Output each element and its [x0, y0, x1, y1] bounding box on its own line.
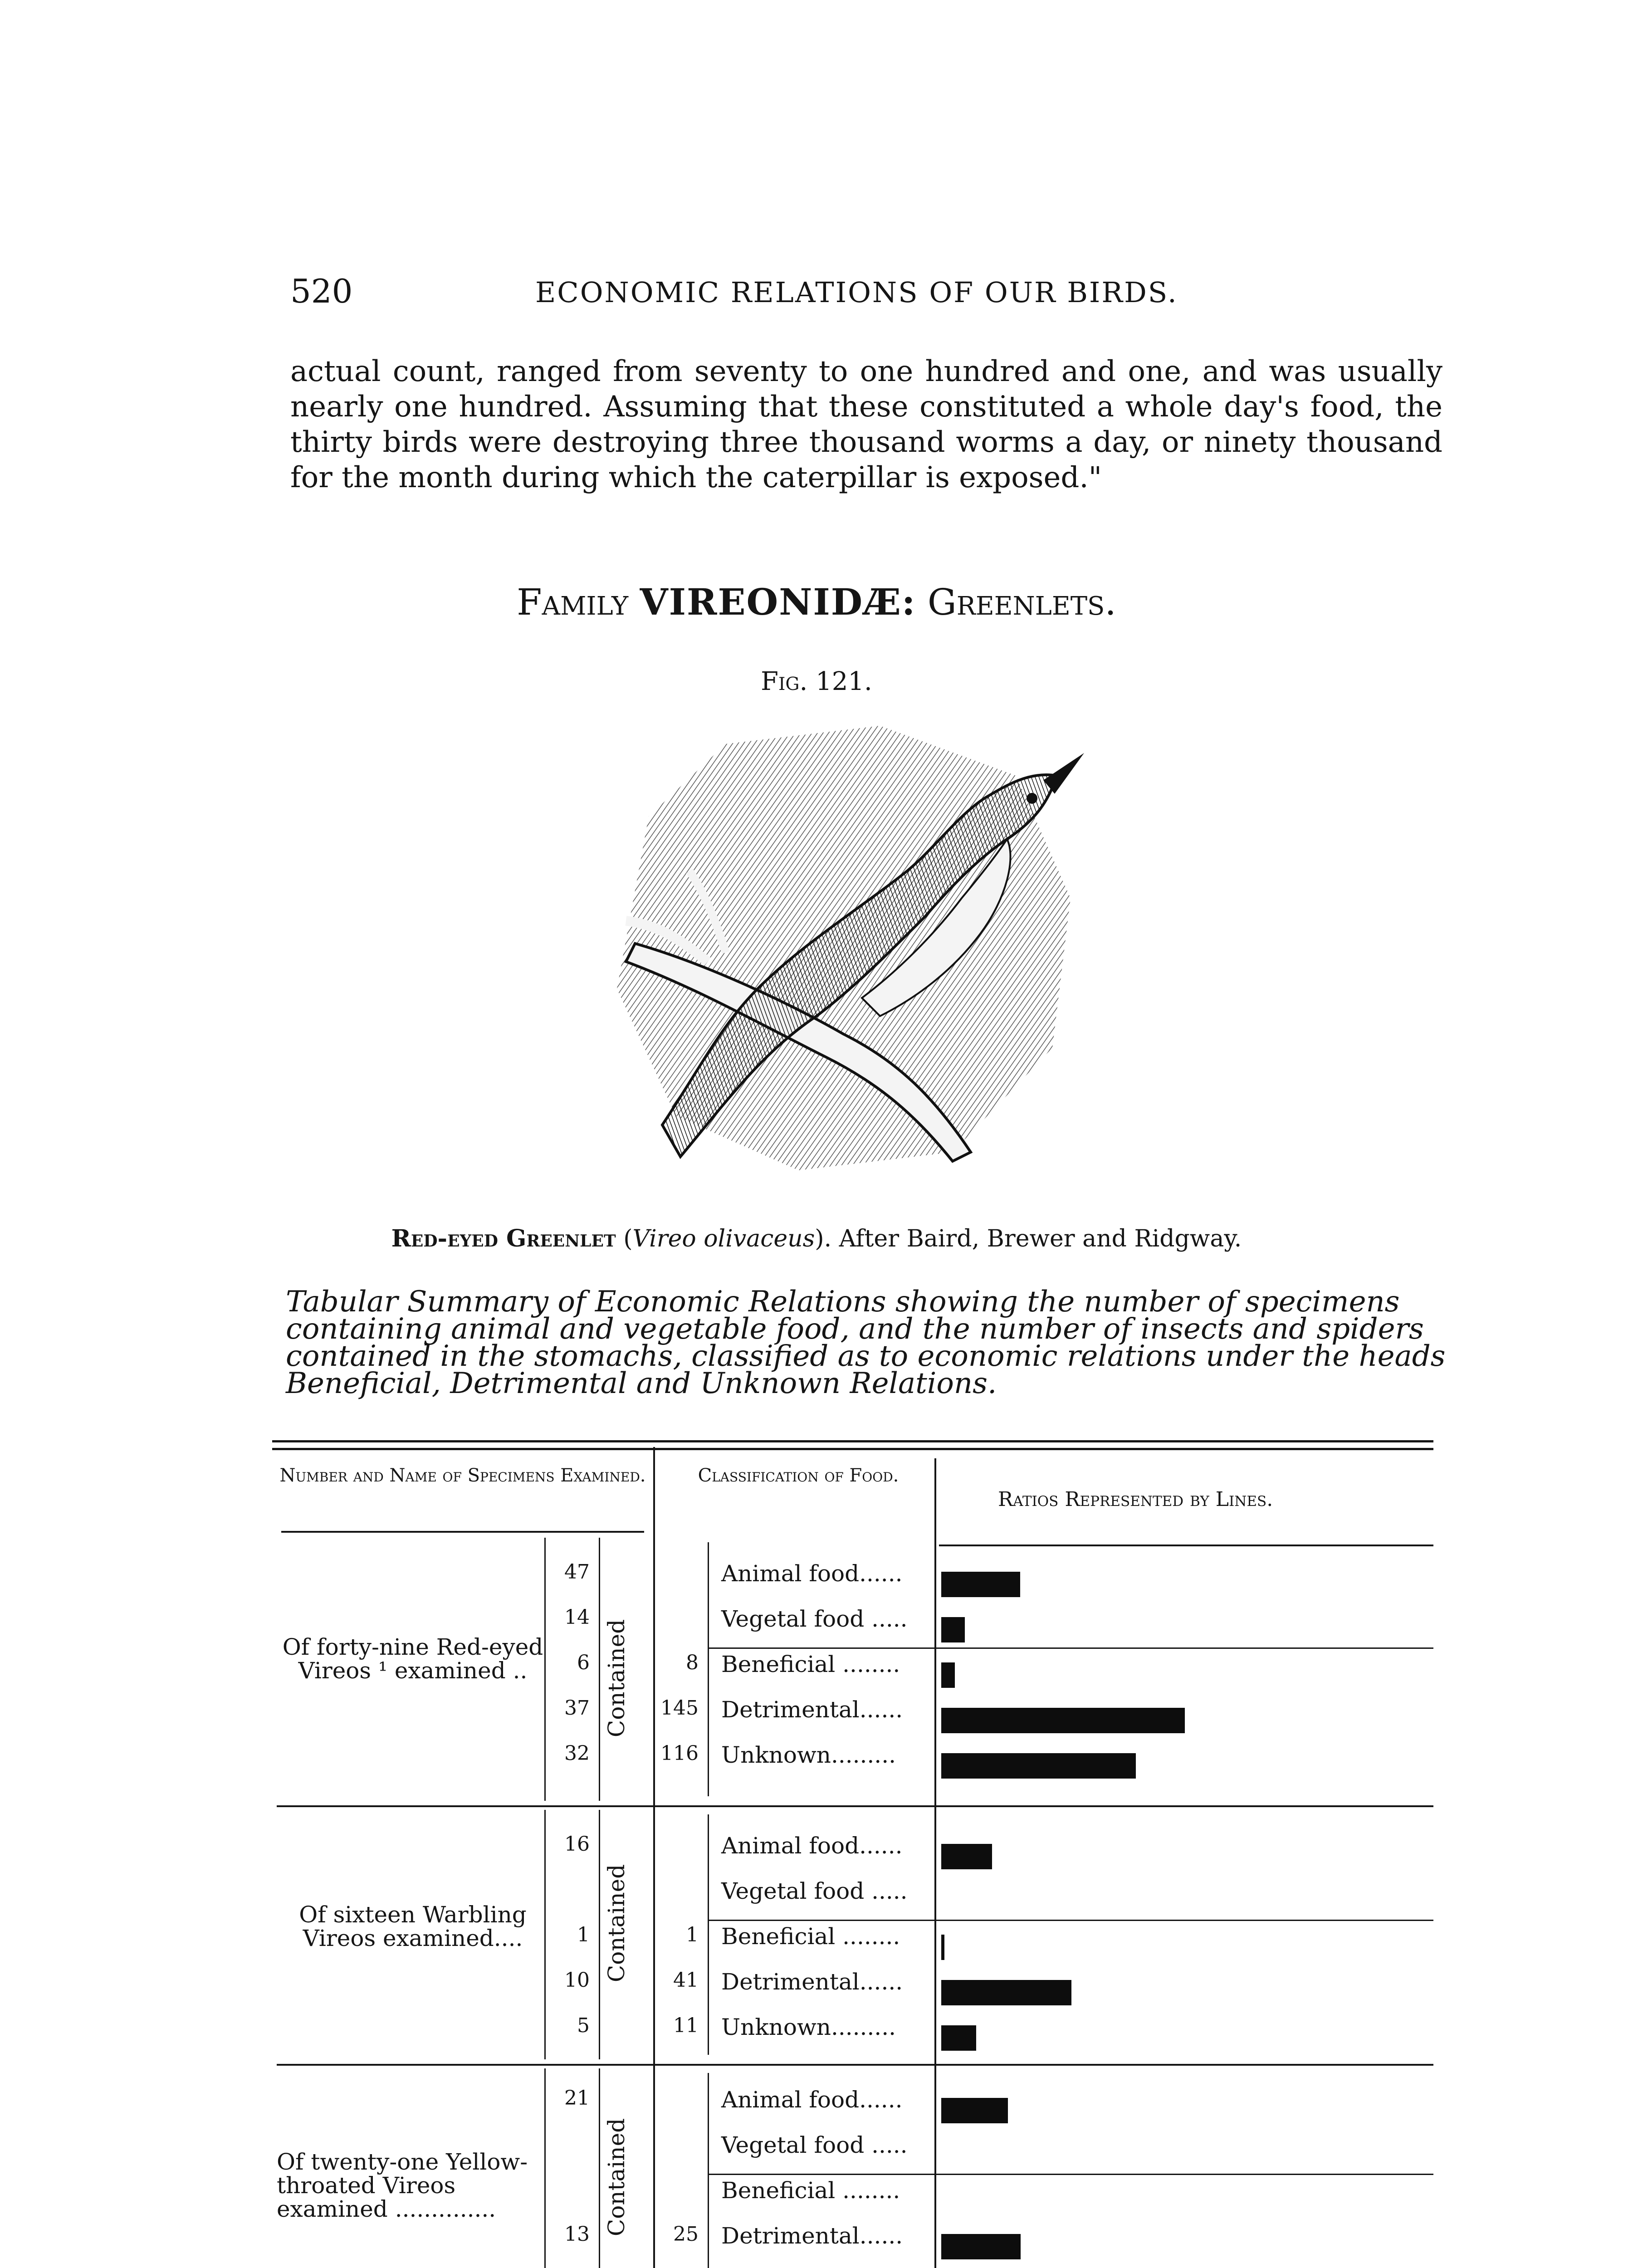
ratio-bar-g3-r0: [941, 2098, 1008, 2123]
caption-credit: After Baird, Brewer and Ridgway.: [839, 1225, 1242, 1252]
header-rule-left: [281, 1531, 644, 1533]
g3-insects-3: 25: [673, 2223, 699, 2246]
g1-label-2: Beneficial ........: [721, 1651, 900, 1677]
vireo-engraving-illustration: [608, 708, 1107, 1198]
g2-label-2: Beneficial ........: [721, 1923, 900, 1950]
g2-insects-4: 11: [673, 2014, 699, 2037]
group-3-line-a: [544, 2068, 546, 2268]
group-3-contained-label: Contained: [603, 2118, 630, 2236]
ratio-bar-g1-r4: [941, 1753, 1136, 1779]
group-2-line-c: [708, 1814, 709, 2055]
g1-count-1: 14: [564, 1606, 590, 1629]
g1-label-0: Animal food......: [721, 1560, 903, 1587]
ratio-bar-g1-r1: [941, 1617, 965, 1642]
g2-label-0: Animal food......: [721, 1833, 903, 1859]
g1-insects-3: 145: [660, 1696, 699, 1720]
figure-label: Fig. 121.: [761, 667, 872, 696]
figure-caption: Red-eyed Greenlet (Vireo olivaceus). After Baird, Brewer and Ridgway.: [391, 1225, 1242, 1252]
g1-count-2: 6: [577, 1651, 590, 1674]
header-specimens: Number and Name of Specimens Examined.: [279, 1465, 646, 1486]
group-1-line-a: [544, 1538, 546, 1801]
common-name: Greenlets.: [927, 581, 1116, 623]
g2-count-0: 16: [564, 1833, 590, 1856]
ratio-bar-g2-r2: [941, 1935, 944, 1960]
g1-insects-2: 8: [686, 1651, 699, 1674]
g2-label-1: Vegetal food .....: [721, 1878, 908, 1904]
divider-col-a: [653, 1447, 655, 2268]
table-top-rule: [272, 1440, 1433, 1442]
table-summary-title: Tabular Summary of Economic Relations showing the number of specimens containing animal and vegetable food, and the number of insects and spiders contained in the stomachs, classified as to economic relations under the heads Beneficial, Detrimental and Unknown Relations.: [286, 1285, 1446, 1400]
g3-count-3: 13: [564, 2223, 590, 2246]
g2-label-3: Detrimental......: [721, 1969, 903, 1995]
group-2-line-b: [599, 1810, 600, 2059]
ratio-bar-g2-r0: [941, 1844, 992, 1869]
g1-count-4: 32: [564, 1742, 590, 1765]
family-word: Family: [517, 581, 629, 623]
group-3-specimens: Of twenty-one Yellow-throated Vireos examined ..............: [277, 2149, 528, 2222]
g2-label-4: Unknown.........: [721, 2014, 896, 2040]
ratio-bar-g2-r4: [941, 2025, 976, 2051]
group-1-contained-label: Contained: [603, 1619, 630, 1737]
g3-label-3: Detrimental......: [721, 2223, 903, 2249]
group-2-specimens: Of sixteen Warbling Vireos examined....: [299, 1901, 527, 1951]
g2-insects-3: 41: [673, 1969, 699, 1992]
group-3-line-b: [599, 2068, 600, 2268]
ratio-bar-g2-r3: [941, 1980, 1071, 2005]
group-2-line-a: [544, 1810, 546, 2059]
caption-scientific-name: Vireo olivaceus: [632, 1225, 815, 1252]
g1-insects-4: 116: [660, 1742, 699, 1765]
group-1-line-b: [599, 1538, 600, 1801]
ratio-bar-g1-r2: [941, 1662, 955, 1688]
ratio-bar-g3-r3: [941, 2234, 1021, 2259]
caption-common-name: Red-eyed Greenlet: [391, 1225, 616, 1252]
g1-mid-rule: [708, 1647, 1433, 1649]
group-2-contained-label: Contained: [603, 1864, 630, 1982]
group-3-line-c: [708, 2073, 709, 2268]
header-rule-right: [939, 1545, 1433, 1546]
table-top-rule-2: [272, 1448, 1433, 1450]
g1-label-1: Vegetal food .....: [721, 1606, 908, 1632]
body-paragraph: actual count, ranged from seventy to one hundred and one, and was usually nearly one hundred. Assuming that these constituted a whole day's food, the thirty birds were destroying three thousand worms a day, or ninety thousand for the month during which the caterpillar is exposed.": [290, 355, 1442, 494]
g3-mid-rule: [708, 2174, 1433, 2175]
g3-count-0: 21: [564, 2087, 590, 2110]
running-title: ECONOMIC RELATIONS OF OUR BIRDS.: [535, 276, 1178, 309]
g2-count-3: 10: [564, 1969, 590, 1992]
family-name: VIREONIDÆ:: [640, 581, 916, 623]
group-1-bottom-rule: [277, 1805, 1433, 1807]
running-head: [0, 272, 1633, 327]
g3-label-2: Beneficial ........: [721, 2177, 900, 2204]
g1-label-4: Unknown.........: [721, 1742, 896, 1768]
g2-count-2: 1: [577, 1923, 590, 1946]
g1-label-3: Detrimental......: [721, 1696, 903, 1723]
group-2-bottom-rule: [277, 2064, 1433, 2066]
ratio-bar-g1-r3: [941, 1708, 1185, 1733]
g3-label-1: Vegetal food .....: [721, 2132, 908, 2158]
header-classification: Classification of Food.: [698, 1465, 899, 1486]
g2-mid-rule: [708, 1920, 1433, 1921]
group-1-specimens: Of forty-nine Red-eyed Vireos ¹ examined ..: [282, 1634, 543, 1684]
g2-count-4: 5: [577, 2014, 590, 2037]
g3-label-0: Animal food......: [721, 2087, 903, 2113]
g1-count-3: 37: [564, 1696, 590, 1720]
g1-count-0: 47: [564, 1560, 590, 1584]
g2-insects-2: 1: [686, 1923, 699, 1946]
divider-col-b: [934, 1458, 936, 2268]
page-number: 520: [290, 272, 353, 310]
family-heading: [0, 581, 1633, 623]
ratio-bar-g1-r0: [941, 1572, 1020, 1597]
group-1-line-c: [708, 1542, 709, 1796]
header-ratios: Ratios Represented by Lines.: [998, 1488, 1273, 1511]
